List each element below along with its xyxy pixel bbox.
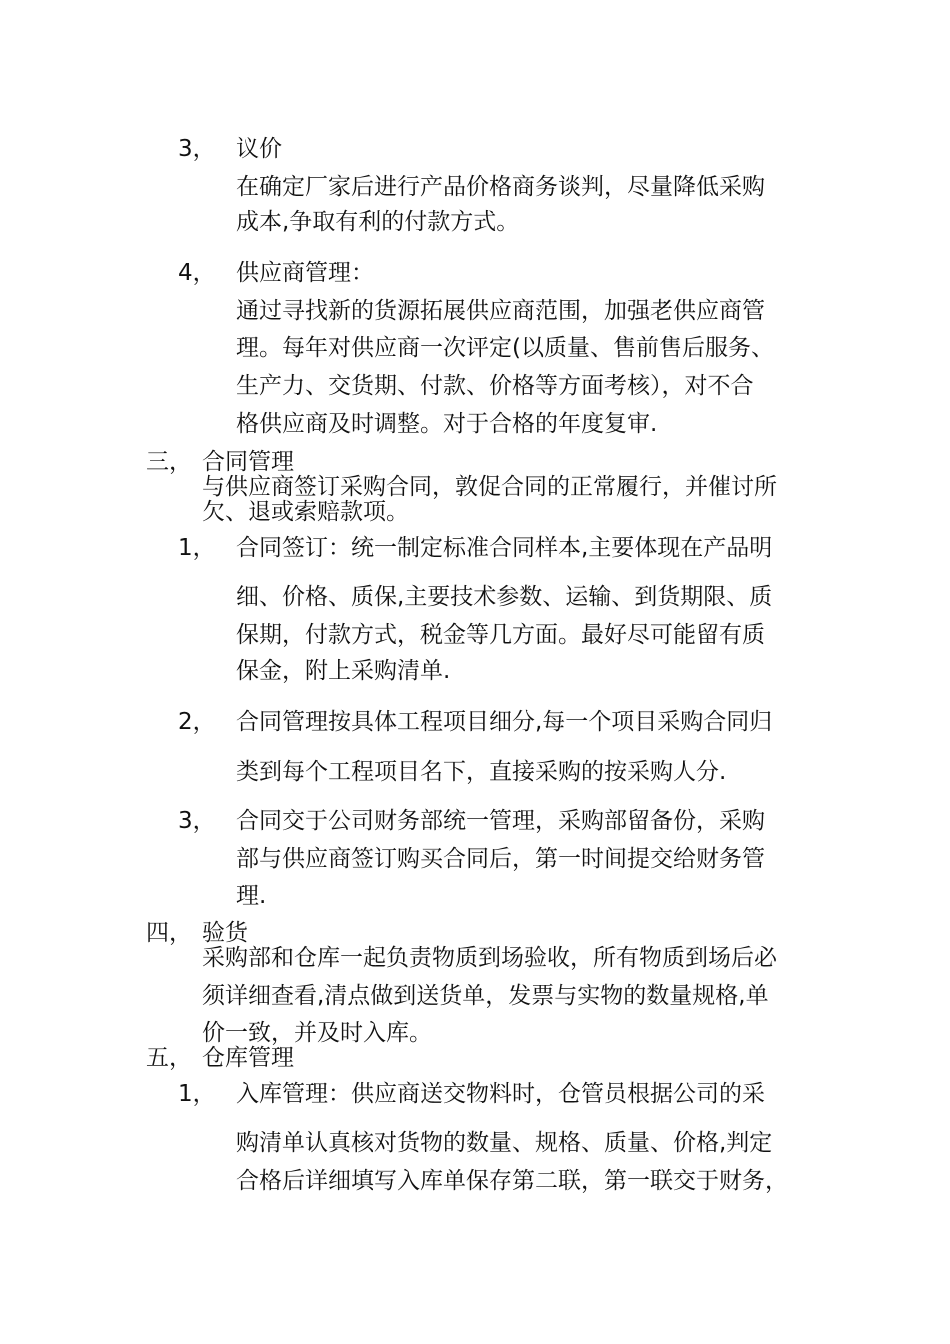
paragraph-line: 部与供应商签订购买合同后，第一时间提交给财务管 (236, 846, 765, 872)
paragraph-line: 生产力、交货期、付款、价格等方面考核），对不合 (236, 373, 754, 399)
paragraph-line: 与供应商签订采购合同，敦促合同的正常履行，并催讨所 (202, 474, 777, 500)
paragraph-line: 细、价格、质保,主要技术参数、运输、到货期限、质 (236, 584, 773, 610)
item-number: 1， (178, 1081, 216, 1107)
section-title: 验货 (202, 920, 248, 946)
paragraph-line: 合格后详细填写入库单保存第二联，第一联交于财务， (236, 1168, 788, 1194)
paragraph-line: 价一致，并及时入库。 (202, 1020, 432, 1046)
item-number: 3， (178, 136, 216, 162)
paragraph-line: 保金，附上采购清单. (236, 658, 451, 684)
section-title: 合同管理 (202, 449, 294, 475)
paragraph-line: 入库管理：供应商送交物料时，仓管员根据公司的采 (236, 1081, 765, 1107)
paragraph-line: 理。每年对供应商一次评定(以质量、售前售后服务、 (236, 335, 774, 361)
section-title: 仓库管理 (202, 1045, 294, 1071)
paragraph-line: 须详细查看,清点做到送货单，发票与实物的数量规格,单 (202, 983, 769, 1009)
section-number: 五， (146, 1045, 192, 1071)
paragraph-line: 欠、退或索赔款项。 (202, 499, 409, 525)
item-title: 议价 (236, 136, 282, 162)
section-number: 四， (146, 920, 192, 946)
paragraph-line: 在确定厂家后进行产品价格商务谈判，尽量降低采购 (236, 174, 765, 200)
paragraph-line: 合同签订：统一制定标准合同样本,主要体现在产品明 (236, 535, 773, 561)
paragraph-line: 理. (236, 883, 267, 909)
item-number: 2， (178, 709, 216, 735)
paragraph-line: 合同管理按具体工程项目细分,每一个项目采购合同归 (236, 709, 773, 735)
item-number: 4， (178, 260, 216, 286)
paragraph-line: 保期，付款方式，税金等几方面。最好尽可能留有质 (236, 622, 765, 648)
paragraph-line: 采购部和仓库一起负责物质到场验收，所有物质到场后必 (202, 945, 777, 971)
section-number: 三， (146, 449, 192, 475)
paragraph-line: 格供应商及时调整。对于合格的年度复审. (236, 411, 658, 437)
item-title: 供应商管理： (236, 260, 374, 286)
item-number: 3， (178, 808, 216, 834)
paragraph-line: 通过寻找新的货源拓展供应商范围，加强老供应商管 (236, 298, 765, 324)
item-number: 1， (178, 535, 216, 561)
paragraph-line: 成本,争取有利的付款方式。 (236, 209, 520, 235)
paragraph-line: 类到每个工程项目名下，直接采购的按采购人分. (236, 759, 727, 785)
paragraph-line: 合同交于公司财务部统一管理，采购部留备份，采购 (236, 808, 765, 834)
paragraph-line: 购清单认真核对货物的数量、规格、质量、价格,判定 (236, 1130, 773, 1156)
